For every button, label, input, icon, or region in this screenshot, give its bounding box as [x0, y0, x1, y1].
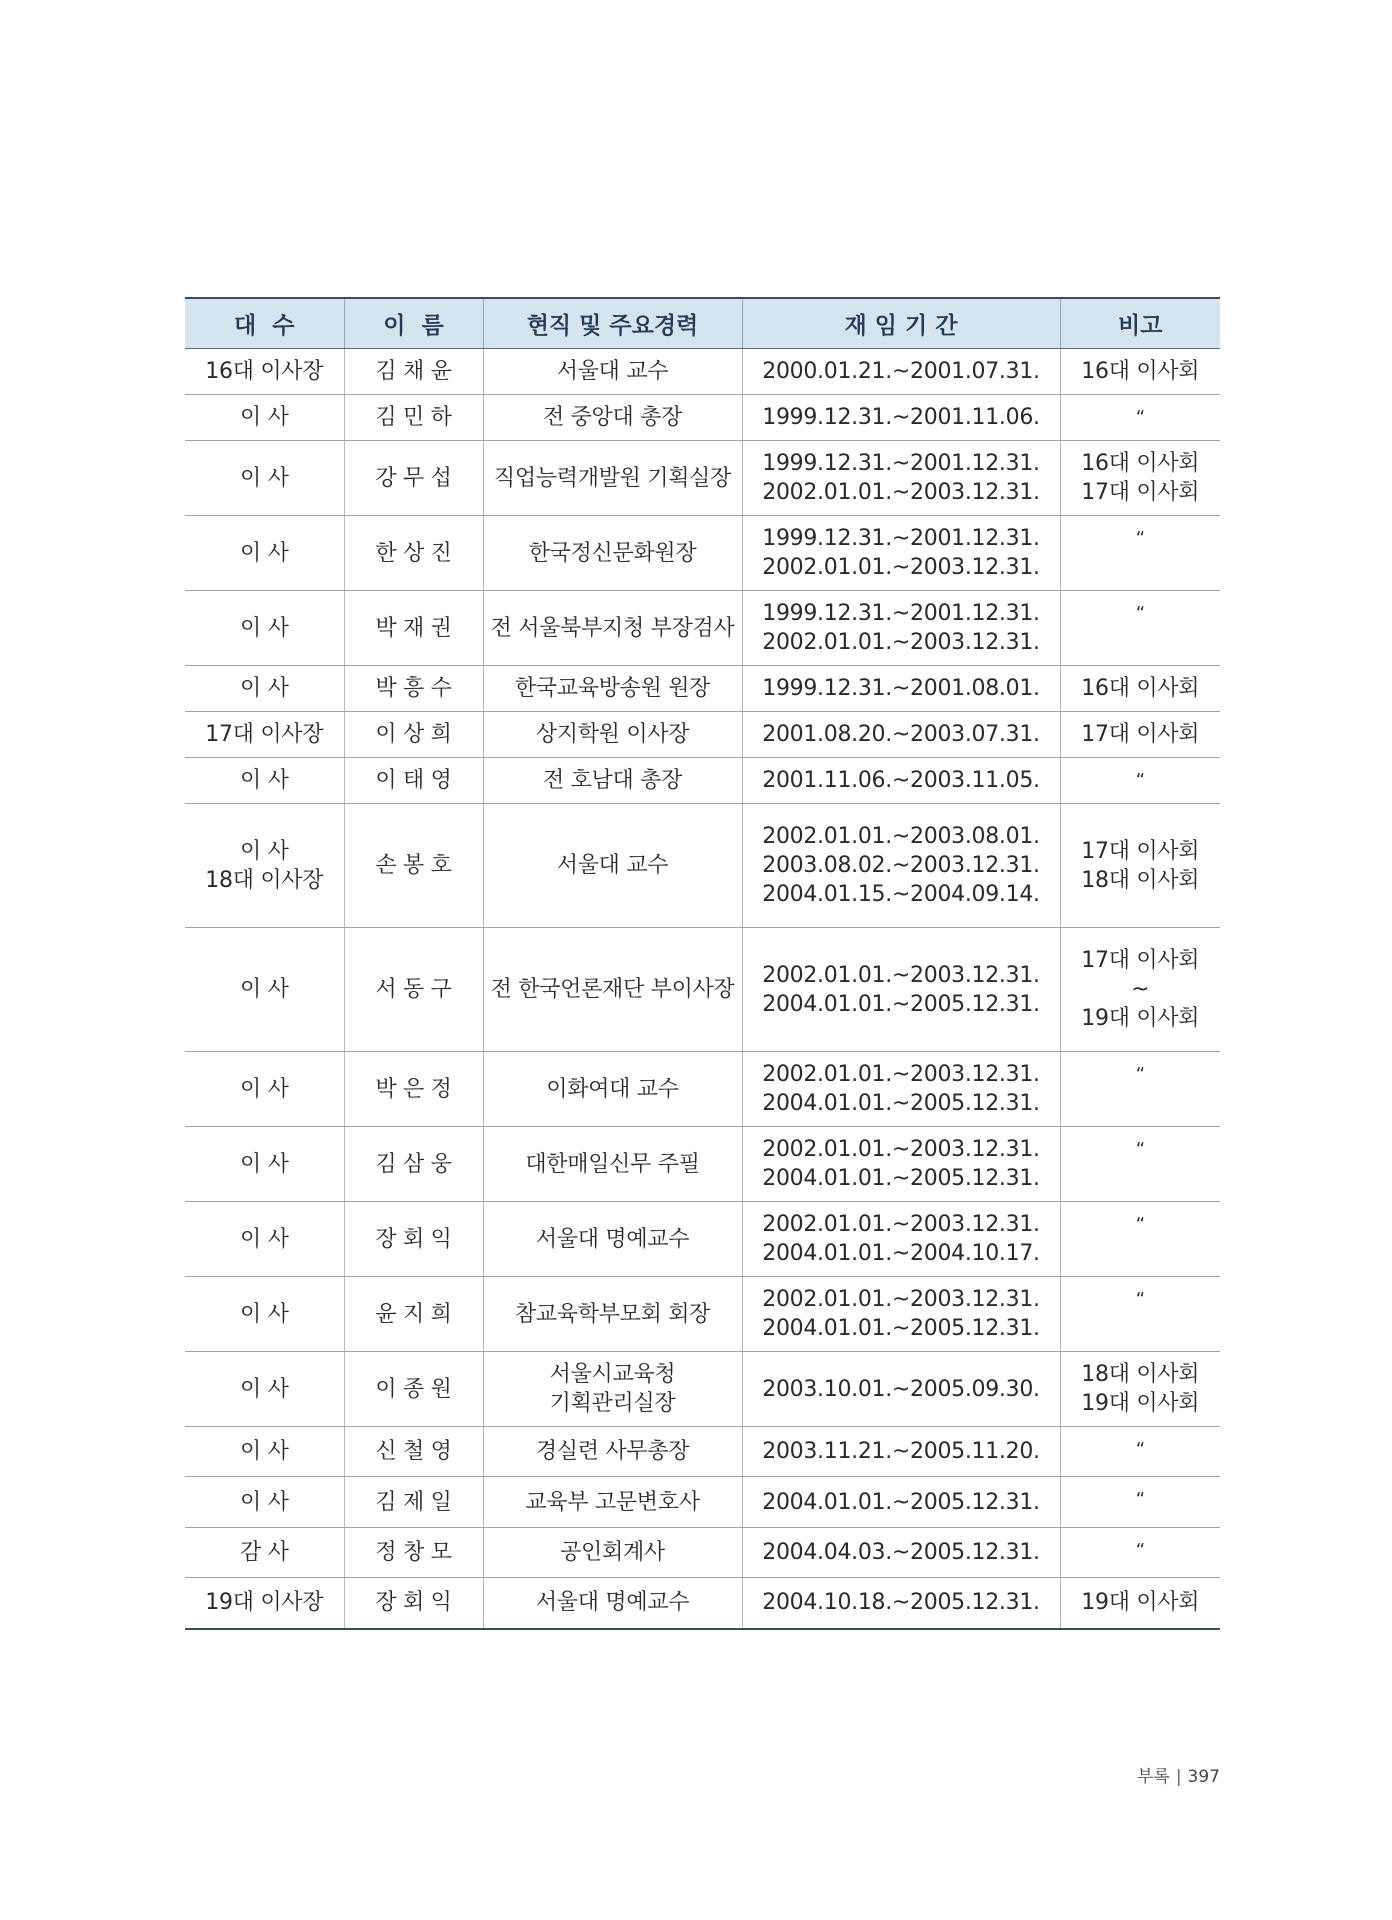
- cell-note: [1060, 1477, 1220, 1528]
- term-line: 2002.01.01.~2003.12.31.: [762, 480, 1040, 505]
- cell-name: 이 종 원: [344, 1352, 483, 1427]
- note-line: 17대 이사회: [1081, 480, 1200, 505]
- rank-line: 이 사: [239, 540, 289, 566]
- cell-term: [742, 441, 1060, 516]
- note-line: 19대 이사회: [1081, 1391, 1200, 1416]
- ditto-mark: “: [1135, 1540, 1145, 1561]
- cell-term: [742, 712, 1060, 758]
- cell-career: [483, 591, 742, 666]
- page-number: 397: [1187, 1767, 1220, 1787]
- note-line: 19대 이사회: [1081, 1590, 1200, 1616]
- ditto-mark: “: [1135, 1139, 1145, 1160]
- cell-note: [1060, 591, 1220, 666]
- table-row: [185, 441, 1220, 516]
- cell-career: [483, 395, 742, 441]
- ditto-mark: “: [1135, 528, 1145, 549]
- cell-name: 손 봉 호: [344, 804, 483, 928]
- cell-name: 이 태 영: [344, 758, 483, 804]
- term-line: 2003.08.02.~2003.12.31.: [762, 853, 1040, 878]
- term-line: 2004.01.01.~2005.12.31.: [762, 991, 1040, 1017]
- cell-name: 박 은 정: [344, 1052, 483, 1127]
- cell-term: [742, 395, 1060, 441]
- career-line: 공인회계사: [560, 1540, 665, 1565]
- cell-career: [483, 712, 742, 758]
- ditto-mark: “: [1135, 1439, 1145, 1460]
- term-line: 1999.12.31.~2001.11.06.: [762, 405, 1040, 430]
- term-line: 2001.08.20.~2003.07.31.: [762, 722, 1040, 747]
- cell-rank: [185, 1427, 344, 1477]
- term-line: 2002.01.01.~2003.12.31.: [762, 1062, 1040, 1087]
- term-line: 2002.01.01.~2003.12.31.: [762, 555, 1040, 580]
- cell-career: [483, 1202, 742, 1277]
- cell-career: [483, 758, 742, 804]
- cell-career: [483, 349, 742, 395]
- term-line: 2003.11.21.~2005.11.20.: [762, 1439, 1040, 1464]
- header-term: 재 임 기 간: [742, 298, 1060, 349]
- cell-name: 박 흥 수: [344, 666, 483, 712]
- cell-term: [742, 349, 1060, 395]
- career-line: 한국정신문화원장: [528, 540, 697, 566]
- note-line: 18대 이사회: [1081, 867, 1200, 893]
- cell-career: [483, 516, 742, 591]
- term-line: 2004.01.01.~2005.12.31.: [762, 1316, 1040, 1341]
- term-line: 2002.01.01.~2003.12.31.: [762, 1287, 1040, 1312]
- rank-line: 17대 이사장: [205, 722, 324, 747]
- term-line: 2002.01.01.~2003.12.31.: [762, 1212, 1040, 1237]
- term-line: 1999.12.31.~2001.12.31.: [762, 601, 1040, 626]
- cell-name: 강 무 섭: [344, 441, 483, 516]
- term-line: 2004.01.01.~2005.12.31.: [762, 1091, 1040, 1116]
- career-line: 서울대 교수: [556, 853, 669, 878]
- cell-rank: [185, 1052, 344, 1127]
- cell-note: [1060, 1202, 1220, 1277]
- cell-term: [742, 1528, 1060, 1578]
- cell-term: [742, 1578, 1060, 1629]
- table-row: [185, 1352, 1220, 1427]
- rank-line: 이 사: [239, 1439, 289, 1464]
- table-row: [185, 349, 1220, 395]
- rank-line: 이 사: [239, 977, 289, 1002]
- cell-rank: [185, 1352, 344, 1427]
- rank-line: 19대 이사장: [205, 1590, 324, 1616]
- cell-career: [483, 1277, 742, 1352]
- cell-rank: [185, 349, 344, 395]
- cell-name: 김 민 하: [344, 395, 483, 441]
- term-line: 2004.01.15.~2004.09.14.: [762, 882, 1040, 907]
- ditto-mark: “: [1135, 1489, 1145, 1510]
- cell-rank: [185, 1277, 344, 1352]
- table-row: [185, 1127, 1220, 1202]
- career-line: 서울대 명예교수: [535, 1226, 690, 1252]
- cell-note: [1060, 1528, 1220, 1578]
- cell-name: 김 제 일: [344, 1477, 483, 1528]
- cell-name: 신 철 영: [344, 1427, 483, 1477]
- table-row: [185, 804, 1220, 928]
- cell-note: [1060, 928, 1220, 1052]
- note-line: 19대 이사회: [1081, 1006, 1200, 1031]
- note-line: 17대 이사회: [1081, 838, 1200, 864]
- note-line: 16대 이사회: [1081, 359, 1200, 384]
- cell-career: [483, 1127, 742, 1202]
- cell-career: [483, 1528, 742, 1578]
- rank-line: 18대 이사장: [205, 867, 324, 893]
- cell-career: [483, 804, 742, 928]
- table-row: [185, 1277, 1220, 1352]
- table-row: [185, 712, 1220, 758]
- career-line: 전 서울북부지청 부장검사: [490, 615, 735, 641]
- term-line: 1999.12.31.~2001.12.31.: [762, 451, 1040, 476]
- header-career: 현직 및 주요경력: [483, 298, 742, 349]
- cell-note: [1060, 804, 1220, 928]
- header-name: 이 름: [344, 298, 483, 349]
- term-line: 2004.01.01.~2004.10.17.: [762, 1241, 1040, 1266]
- rank-line: 이 사: [239, 1151, 289, 1177]
- cell-career: [483, 928, 742, 1052]
- career-line: 기획관리실장: [549, 1391, 676, 1416]
- cell-term: [742, 928, 1060, 1052]
- cell-rank: [185, 928, 344, 1052]
- note-line: 16대 이사회: [1081, 451, 1200, 476]
- career-line: 이화여대 교수: [546, 1076, 679, 1102]
- cell-term: [742, 1052, 1060, 1127]
- cell-note: [1060, 349, 1220, 395]
- rank-line: 이 사: [239, 1301, 289, 1327]
- career-line: 참교육학부모회 회장: [514, 1301, 711, 1327]
- cell-career: [483, 441, 742, 516]
- table-row: [185, 1052, 1220, 1127]
- cell-term: [742, 1277, 1060, 1352]
- note-line: 17대 이사회: [1081, 948, 1200, 973]
- term-line: 2004.04.03.~2005.12.31.: [762, 1540, 1040, 1565]
- table-row: [185, 516, 1220, 591]
- cell-rank: [185, 758, 344, 804]
- cell-name: 장 회 익: [344, 1578, 483, 1629]
- cell-rank: [185, 1528, 344, 1578]
- cell-note: [1060, 1427, 1220, 1477]
- career-line: 교육부 고문변호사: [525, 1489, 700, 1515]
- career-line: 서울대 교수: [556, 359, 669, 384]
- cell-note: [1060, 1127, 1220, 1202]
- term-line: 2004.10.18.~2005.12.31.: [762, 1590, 1040, 1616]
- career-line: 전 한국언론재단 부이사장: [490, 977, 735, 1002]
- cell-rank: [185, 666, 344, 712]
- cell-note: [1060, 712, 1220, 758]
- rank-line: 이 사: [239, 615, 289, 641]
- cell-name: 이 상 희: [344, 712, 483, 758]
- cell-note: [1060, 1578, 1220, 1629]
- term-line: 2000.01.21.~2001.07.31.: [762, 359, 1040, 384]
- cell-note: [1060, 395, 1220, 441]
- cell-term: [742, 1352, 1060, 1427]
- ditto-mark: “: [1135, 603, 1145, 624]
- term-line: 2003.10.01.~2005.09.30.: [762, 1376, 1040, 1402]
- cell-name: 김 채 윤: [344, 349, 483, 395]
- table-row: [185, 758, 1220, 804]
- cell-note: [1060, 1052, 1220, 1127]
- cell-term: [742, 758, 1060, 804]
- rank-line: 이 사: [239, 465, 289, 491]
- cell-name: 김 삼 웅: [344, 1127, 483, 1202]
- cell-career: [483, 1352, 742, 1427]
- term-line: 2004.01.01.~2005.12.31.: [762, 1166, 1040, 1191]
- cell-rank: [185, 1127, 344, 1202]
- term-line: 1999.12.31.~2001.12.31.: [762, 526, 1040, 551]
- footer-separator: |: [1175, 1767, 1182, 1787]
- cell-career: [483, 1578, 742, 1629]
- table-row: [185, 591, 1220, 666]
- rank-line: 이 사: [239, 1489, 289, 1515]
- cell-rank: [185, 1477, 344, 1528]
- rank-line: 이 사: [239, 1376, 289, 1402]
- cell-note: [1060, 1277, 1220, 1352]
- ditto-mark: “: [1135, 1064, 1145, 1085]
- rank-line: 감 사: [239, 1540, 289, 1565]
- term-line: 2002.01.01.~2003.12.31.: [762, 1137, 1040, 1162]
- term-line: 1999.12.31.~2001.08.01.: [762, 676, 1040, 701]
- note-line: ~: [1131, 977, 1150, 1002]
- table-row: [185, 1528, 1220, 1578]
- note-line: 16대 이사회: [1081, 676, 1200, 701]
- ditto-mark: “: [1135, 407, 1145, 428]
- table-row: [185, 1427, 1220, 1477]
- cell-note: [1060, 758, 1220, 804]
- ditto-mark: “: [1135, 1289, 1145, 1310]
- term-line: 2001.11.06.~2003.11.05.: [762, 768, 1040, 793]
- cell-rank: [185, 395, 344, 441]
- cell-name: 장 회 익: [344, 1202, 483, 1277]
- career-line: 상지학원 이사장: [535, 722, 690, 747]
- table-row: [185, 1202, 1220, 1277]
- rank-line: 이 사: [239, 1226, 289, 1252]
- note-line: 18대 이사회: [1081, 1362, 1200, 1387]
- cell-career: [483, 1052, 742, 1127]
- table-row: [185, 928, 1220, 1052]
- cell-term: [742, 516, 1060, 591]
- cell-rank: [185, 441, 344, 516]
- career-line: 한국교육방송원 원장: [514, 676, 711, 701]
- cell-rank: [185, 1578, 344, 1629]
- term-line: 2002.01.01.~2003.12.31.: [762, 962, 1040, 988]
- career-line: 서울대 명예교수: [535, 1590, 690, 1616]
- cell-rank: [185, 516, 344, 591]
- career-line: 경실련 사무총장: [535, 1439, 690, 1464]
- cell-note: [1060, 516, 1220, 591]
- rank-line: 16대 이사장: [205, 359, 324, 384]
- cell-term: [742, 591, 1060, 666]
- cell-rank: [185, 591, 344, 666]
- cell-note: [1060, 1352, 1220, 1427]
- cell-career: [483, 666, 742, 712]
- career-line: 대한매일신무 주필: [525, 1151, 700, 1177]
- rank-line: 이 사: [239, 676, 289, 701]
- cell-note: [1060, 666, 1220, 712]
- ditto-mark: “: [1135, 770, 1145, 791]
- cell-rank: [185, 1202, 344, 1277]
- career-line: 전 호남대 총장: [542, 768, 683, 793]
- cell-rank: [185, 804, 344, 928]
- cell-name: 한 상 진: [344, 516, 483, 591]
- cell-rank: [185, 712, 344, 758]
- cell-name: 박 재 권: [344, 591, 483, 666]
- cell-term: [742, 1427, 1060, 1477]
- footer-section-label: 부록: [1136, 1767, 1170, 1787]
- header-note: 비고: [1060, 298, 1220, 349]
- term-line: 2004.01.01.~2005.12.31.: [762, 1489, 1040, 1515]
- cell-term: [742, 666, 1060, 712]
- cell-career: [483, 1427, 742, 1477]
- table-row: [185, 1578, 1220, 1629]
- career-line: 직업능력개발원 기획실장: [493, 465, 732, 491]
- cell-name: 정 창 모: [344, 1528, 483, 1578]
- note-line: 17대 이사회: [1081, 722, 1200, 747]
- table-row: [185, 1477, 1220, 1528]
- cell-term: [742, 1202, 1060, 1277]
- cell-career: [483, 1477, 742, 1528]
- rank-line: 이 사: [239, 768, 289, 793]
- cell-term: [742, 1127, 1060, 1202]
- ditto-mark: “: [1135, 1214, 1145, 1235]
- page-footer: [1100, 1762, 1220, 1787]
- header-rank: 대 수: [185, 298, 344, 349]
- rank-line: 이 사: [239, 1076, 289, 1102]
- table-row: [185, 666, 1220, 712]
- term-line: 2002.01.01.~2003.08.01.: [762, 824, 1040, 849]
- board-members-table: [185, 297, 1220, 1630]
- cell-name: 윤 지 희: [344, 1277, 483, 1352]
- table-row: [185, 395, 1220, 441]
- term-line: 2002.01.01.~2003.12.31.: [762, 630, 1040, 655]
- cell-name: 서 동 구: [344, 928, 483, 1052]
- rank-line: 이 사: [239, 405, 289, 430]
- career-line: 서울시교육청: [549, 1362, 676, 1387]
- table-header-row: [185, 298, 1220, 349]
- cell-term: [742, 804, 1060, 928]
- cell-term: [742, 1477, 1060, 1528]
- career-line: 전 중앙대 총장: [542, 405, 683, 430]
- cell-note: [1060, 441, 1220, 516]
- rank-line: 이 사: [239, 838, 289, 864]
